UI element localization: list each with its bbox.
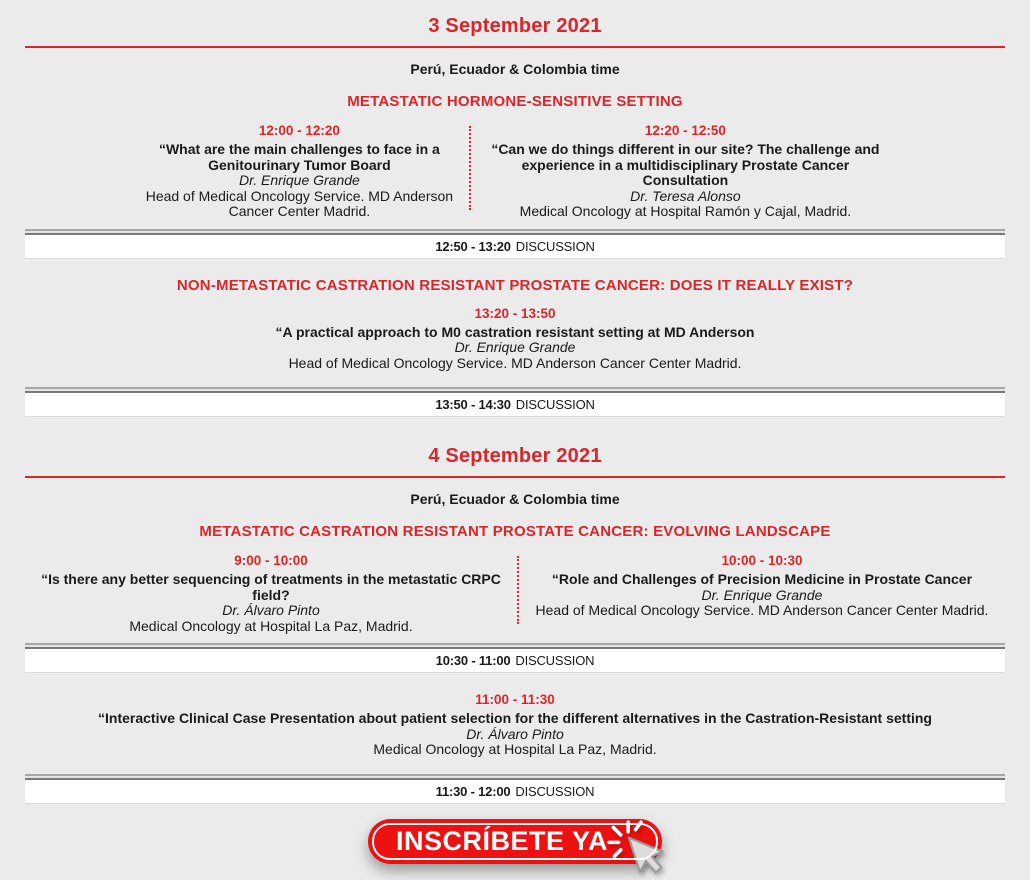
session-time: 12:20 - 12:50 <box>644 123 726 138</box>
session-affiliation-line: Head of Medical Oncology Service. MD Anderson <box>145 187 454 204</box>
discussion-label: DISCUSSION <box>515 397 595 412</box>
day1-track-heading-2: NON-METASTATIC CASTRATION RESISTANT PROSTATE CANCER: DOES IT REALLY EXIST? <box>176 276 854 294</box>
day1-discussion-2 <box>25 387 1005 417</box>
session-title-line: “Can we do things different in our site? The challenge and <box>491 141 880 157</box>
session-affiliation-line: Medical Oncology at Hospital Ramón y Cajal, Madrid. <box>519 203 852 219</box>
day1-discussion-1 <box>25 229 1005 259</box>
session-title-line: “What are the main challenges to face in a <box>158 141 440 157</box>
register-button-label: INSCRÍBETE YA <box>395 825 609 856</box>
session-speaker: Dr. Enrique Grande <box>454 339 576 355</box>
day2-session-left <box>25 553 517 634</box>
discussion-time: 10:30 - 11:00 <box>435 653 511 668</box>
session-time: 10:00 - 10:30 <box>721 553 803 568</box>
day1-session-left <box>130 123 469 220</box>
discussion-time: 12:50 - 13:20 <box>435 238 511 254</box>
discussion-bar <box>25 780 1005 804</box>
session-time: 9:00 - 10:00 <box>234 553 308 568</box>
session-affiliation-line: Cancer Center Madrid. <box>228 203 371 219</box>
session-time: 11:00 - 11:30 <box>475 692 555 707</box>
session-title-line: “A practical approach to M0 castration resistant setting at MD Anderson <box>275 323 755 340</box>
day1-session-right <box>471 123 900 220</box>
session-speaker: Dr. Álvaro Pinto <box>466 725 564 742</box>
day1-title-rule <box>25 46 1005 48</box>
session-speaker: Dr. Enrique Grande <box>238 172 360 188</box>
day1-sessions-row <box>130 123 900 220</box>
day2-section <box>0 417 1030 804</box>
session-title-line: “Interactive Clinical Case Presentation about patient selection for the different alternatives in the Castration-Resistant setting <box>98 710 932 726</box>
discussion-bar <box>25 235 1005 259</box>
discussion-bar <box>25 649 1005 673</box>
day2-discussion-2 <box>25 774 1005 804</box>
session-title-line: “Role and Challenges of Precision Medicine in Prostate Cancer <box>551 571 973 587</box>
day2-session-right <box>519 553 1005 619</box>
day1-title: 3 September 2021 <box>428 15 602 37</box>
day2-sessions-row <box>25 553 1005 634</box>
cta-area <box>0 819 1030 864</box>
day2-timezone: Perú, Ecuador & Colombia time <box>410 491 620 507</box>
day1-timezone: Perú, Ecuador & Colombia time <box>410 61 620 77</box>
session-title-line: experience in a multidisciplinary Prostate Cancer Consultation <box>521 156 850 188</box>
register-button[interactable] <box>368 819 662 864</box>
session-speaker: Dr. Enrique Grande <box>701 586 823 603</box>
discussion-time: 13:50 - 14:30 <box>435 397 511 412</box>
discussion-bar <box>25 393 1005 417</box>
discussion-label: DISCUSSION <box>515 653 595 668</box>
session-affiliation-line: Head of Medical Oncology Service. MD Anderson Cancer Center Madrid. <box>535 602 989 618</box>
day2-session-full <box>0 692 1030 758</box>
session-affiliation-line: Head of Medical Oncology Service. MD Anderson Cancer Center Madrid. <box>288 354 742 371</box>
discussion-label: DISCUSSION <box>515 783 595 799</box>
session-speaker: Dr. Álvaro Pinto <box>222 602 320 618</box>
day1-track-heading-1: METASTATIC HORMONE-SENSITIVE SETTING <box>347 93 683 110</box>
day1-session-full <box>0 306 1030 372</box>
session-speaker: Dr. Teresa Alonso <box>630 187 741 204</box>
day2-title: 4 September 2021 <box>428 445 602 467</box>
day2-discussion-1 <box>25 643 1005 673</box>
day1-section <box>0 0 1030 417</box>
session-affiliation-line: Medical Oncology at Hospital La Paz, Madrid. <box>129 617 413 634</box>
session-affiliation-line: Medical Oncology at Hospital La Paz, Madrid. <box>373 741 657 757</box>
session-title-line: “Is there any better sequencing of treatments in the metastatic CRPC field? <box>41 571 501 603</box>
session-time: 12:00 - 12:20 <box>258 123 340 138</box>
day2-title-rule <box>25 476 1005 478</box>
discussion-time: 11:30 - 12:00 <box>435 783 511 799</box>
session-time: 13:20 - 13:50 <box>474 305 556 321</box>
discussion-label: DISCUSSION <box>515 238 595 254</box>
day2-track-heading-1: METASTATIC CASTRATION RESISTANT PROSTATE CANCER: EVOLVING LANDSCAPE <box>199 523 831 540</box>
session-title-line: Genitourinary Tumor Board <box>208 156 391 173</box>
